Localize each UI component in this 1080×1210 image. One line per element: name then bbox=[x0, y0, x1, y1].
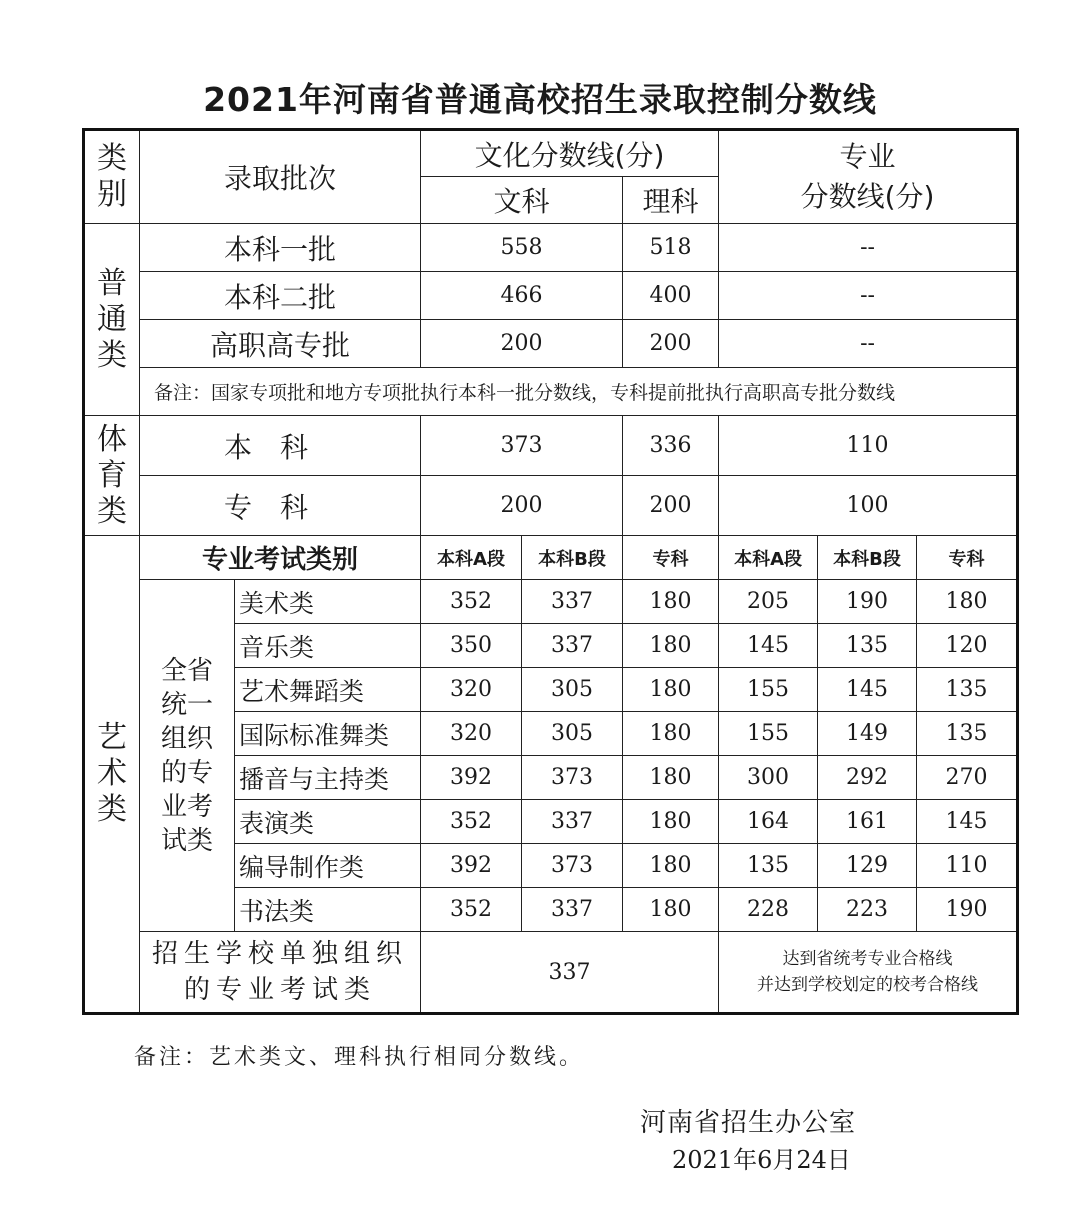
arts-group-label: 全省 统一 组织 的专 业考 试类 bbox=[140, 580, 235, 932]
general-like-1: 518 bbox=[623, 224, 719, 272]
arts-culture-a: 320 bbox=[421, 712, 522, 756]
arts-major-zk: 135 bbox=[917, 712, 1018, 756]
sports-like-2: 200 bbox=[623, 476, 719, 536]
arts-culture-zk: 180 bbox=[623, 888, 719, 932]
arts-major-zk: 135 bbox=[917, 668, 1018, 712]
arts-major-a: 155 bbox=[719, 712, 818, 756]
arts-culture-b: 373 bbox=[522, 756, 623, 800]
arts-major-b: 292 bbox=[818, 756, 917, 800]
arts-culture-b: 337 bbox=[522, 624, 623, 668]
arts-culture-a: 320 bbox=[421, 668, 522, 712]
arts-culture-b: 305 bbox=[522, 712, 623, 756]
arts-major-a: 300 bbox=[719, 756, 818, 800]
arts-item-name: 播音与主持类 bbox=[235, 756, 421, 800]
school-exam-label: 招生学校单独组织 的专业考试类 bbox=[140, 932, 421, 1014]
like-header: 理科 bbox=[623, 177, 719, 224]
arts-culture-b: 337 bbox=[522, 800, 623, 844]
arts-culture-a: 392 bbox=[421, 844, 522, 888]
wenke-header: 文科 bbox=[421, 177, 623, 224]
general-batch-2: 本科二批 bbox=[140, 272, 421, 320]
arts-culture-a: 352 bbox=[421, 800, 522, 844]
arts-item-name: 书法类 bbox=[235, 888, 421, 932]
general-wenke-2: 466 bbox=[421, 272, 623, 320]
general-like-2: 400 bbox=[623, 272, 719, 320]
arts-major-a: 205 bbox=[719, 580, 818, 624]
arts-culture-b: 305 bbox=[522, 668, 623, 712]
arts-major-zk: 270 bbox=[917, 756, 1018, 800]
arts-culture-zk: 180 bbox=[623, 800, 719, 844]
exam-type-header: 专业考试类别 bbox=[140, 536, 421, 580]
major-score-header: 专业 分数线(分) bbox=[719, 130, 1018, 224]
arts-major-a: 155 bbox=[719, 668, 818, 712]
arts-culture-a: 350 bbox=[421, 624, 522, 668]
arts-major-zk: 145 bbox=[917, 800, 1018, 844]
culture-score-header: 文化分数线(分) bbox=[421, 130, 719, 177]
sports-like-1: 336 bbox=[623, 416, 719, 476]
major-zk-header: 专科 bbox=[917, 536, 1018, 580]
arts-culture-b: 373 bbox=[522, 844, 623, 888]
arts-culture-zk: 180 bbox=[623, 668, 719, 712]
arts-culture-a: 352 bbox=[421, 580, 522, 624]
arts-culture-zk: 180 bbox=[623, 580, 719, 624]
arts-major-b: 135 bbox=[818, 624, 917, 668]
page-title: 2021年河南省普通高校招生录取控制分数线 bbox=[203, 80, 877, 119]
general-note: 备注：国家专项批和地方专项批执行本科一批分数线，专科提前批执行高职高专批分数线 bbox=[140, 368, 1018, 416]
general-wenke-1: 558 bbox=[421, 224, 623, 272]
issuer: 河南省招生办公室 bbox=[640, 1108, 857, 1138]
culture-b-header: 本科B段 bbox=[522, 536, 623, 580]
general-batch-3: 高职高专批 bbox=[140, 320, 421, 368]
arts-culture-zk: 180 bbox=[623, 712, 719, 756]
arts-item-name: 音乐类 bbox=[235, 624, 421, 668]
arts-major-a: 228 bbox=[719, 888, 818, 932]
sports-major-1: 110 bbox=[719, 416, 1018, 476]
culture-a-header: 本科A段 bbox=[421, 536, 522, 580]
arts-culture-a: 392 bbox=[421, 756, 522, 800]
arts-major-b: 223 bbox=[818, 888, 917, 932]
general-category: 普 通 类 bbox=[84, 224, 140, 416]
arts-item-name: 美术类 bbox=[235, 580, 421, 624]
arts-item-name: 国际标准舞类 bbox=[235, 712, 421, 756]
general-like-3: 200 bbox=[623, 320, 719, 368]
arts-culture-a: 352 bbox=[421, 888, 522, 932]
arts-major-a: 145 bbox=[719, 624, 818, 668]
general-batch-1: 本科一批 bbox=[140, 224, 421, 272]
arts-item-name: 表演类 bbox=[235, 800, 421, 844]
arts-major-a: 164 bbox=[719, 800, 818, 844]
arts-major-zk: 120 bbox=[917, 624, 1018, 668]
major-a-header: 本科A段 bbox=[719, 536, 818, 580]
sports-batch-2: 专科 bbox=[140, 476, 421, 536]
batch-header: 录取批次 bbox=[140, 130, 421, 224]
arts-major-b: 145 bbox=[818, 668, 917, 712]
sports-wenke-2: 200 bbox=[421, 476, 623, 536]
sports-wenke-1: 373 bbox=[421, 416, 623, 476]
sports-batch-1: 本科 bbox=[140, 416, 421, 476]
arts-major-b: 161 bbox=[818, 800, 917, 844]
major-b-header: 本科B段 bbox=[818, 536, 917, 580]
arts-major-a: 135 bbox=[719, 844, 818, 888]
arts-culture-b: 337 bbox=[522, 888, 623, 932]
category-header: 类 别 bbox=[84, 130, 140, 224]
sports-category: 体 育 类 bbox=[84, 416, 140, 536]
arts-major-b: 190 bbox=[818, 580, 917, 624]
arts-culture-zk: 180 bbox=[623, 756, 719, 800]
arts-major-b: 129 bbox=[818, 844, 917, 888]
arts-item-name: 编导制作类 bbox=[235, 844, 421, 888]
bottom-note: 备注：艺术类文、理科执行相同分数线。 bbox=[134, 1045, 585, 1070]
arts-culture-zk: 180 bbox=[623, 624, 719, 668]
school-exam-major: 达到省统考专业合格线 并达到学校划定的校考合格线 bbox=[719, 932, 1018, 1014]
arts-culture-zk: 180 bbox=[623, 844, 719, 888]
arts-major-zk: 110 bbox=[917, 844, 1018, 888]
school-exam-score: 337 bbox=[421, 932, 719, 1014]
arts-major-zk: 180 bbox=[917, 580, 1018, 624]
issue-date: 2021年6月24日 bbox=[672, 1146, 851, 1174]
arts-item-name: 艺术舞蹈类 bbox=[235, 668, 421, 712]
arts-category: 艺 术 类 bbox=[84, 536, 140, 1014]
score-table bbox=[82, 128, 1019, 1015]
arts-major-zk: 190 bbox=[917, 888, 1018, 932]
culture-zk-header: 专科 bbox=[623, 536, 719, 580]
general-major-2: -- bbox=[719, 272, 1018, 320]
arts-major-b: 149 bbox=[818, 712, 917, 756]
general-major-3: -- bbox=[719, 320, 1018, 368]
general-wenke-3: 200 bbox=[421, 320, 623, 368]
arts-culture-b: 337 bbox=[522, 580, 623, 624]
sports-major-2: 100 bbox=[719, 476, 1018, 536]
general-major-1: -- bbox=[719, 224, 1018, 272]
